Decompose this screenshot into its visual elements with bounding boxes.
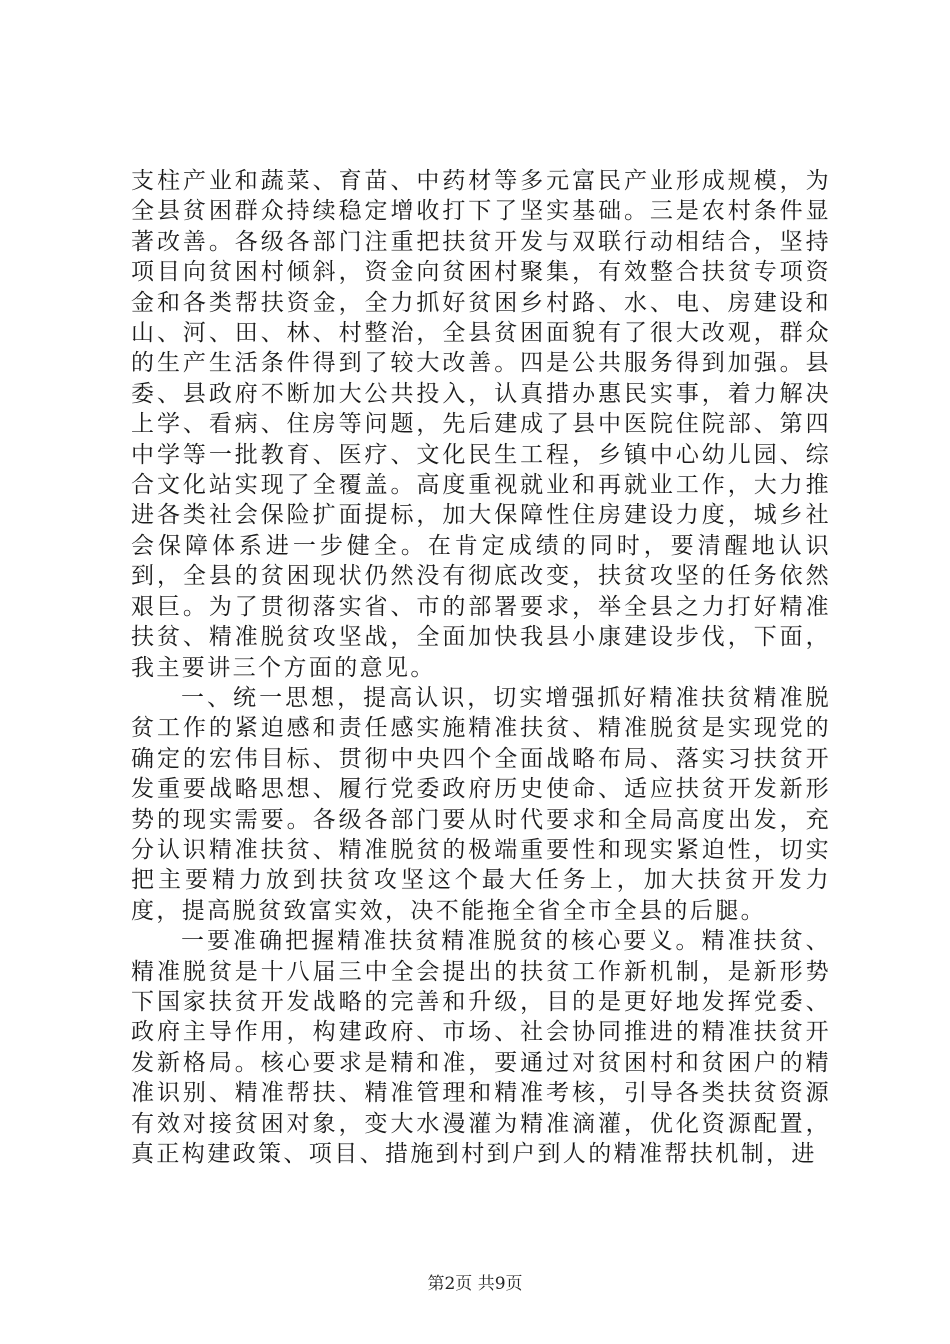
paragraph-section-one: 一、统一思想，提高认识，切实增强抓好精准扶贫精准脱贫工作的紧迫感和责任感实施精准扶贫、精准脱贫是实现党的确定的宏伟目标、贯彻中央四个全面战略布局、落实习扶贫开发重要战略思想、履行党委政府历史使命、适应扶贫开发新形势的现实需要。各级各部门要从时代要求和全局高度出发，充分认识精准扶贫、精准脱贫的极端重要性和现实紧迫性，切实把主要精力放到扶贫攻坚这个最大任务上，加大扶贫开发力度，提高脱贫致富实效，决不能拖全省全市全县的后腿。 [131,684,831,924]
page-number-footer: 第2页 共9页 [427,1274,523,1294]
paragraph-core-requirements: 一要准确把握精准扶贫精准脱贫的核心要义。精准扶贫、精准脱贫是十八届三中全会提出的扶贫工作新机制，是新形势下国家扶贫开发战略的完善和升级，目的是更好地发挥党委、政府主导作用，构建政府、市场、社会协同推进的精准扶贫开发新格局。核心要求是精和准，要通过对贫困村和贫困户的精准识别、精准帮扶、精准管理和精准考核，引导各类扶贫资源有效对接贫困对象，变大水漫灌为精准滴灌，优化资源配置，真正构建政策、项目、措施到村到户到人的精准帮扶机制，进 [131,928,831,1167]
document-body [131,166,831,1169]
paragraph-continuation: 支柱产业和蔬菜、育苗、中药材等多元富民产业形成规模，为全县贫困群众持续稳定增收打下了坚实基础。三是农村条件显著改善。各级各部门注重把扶贫开发与双联行动相结合，坚持项目向贫困村倾斜，资金向贫困村聚集，有效整合扶贫专项资金和各类帮扶资金，全力抓好贫困乡村路、水、电、房建设和山、河、田、林、村整治，全县贫困面貌有了很大改观，群众的生产生活条件得到了较大改善。四是公共服务得到加强。县委、县政府不断加大公共投入，认真措办惠民实事，着力解决上学、看病、住房等问题，先后建成了县中医院住院部、第四中学等一批教育、医疗、文化民生工程，乡镇中心幼儿园、综合文化站实现了全覆盖。高度重视就业和再就业工作，大力推进各类社会保险扩面提标，加大保障性住房建设力度，城乡社会保障体系进一步健全。在肯定成绩的同时，要清醒地认识到，全县的贫困现状仍然没有彻底改变，扶贫攻坚的任务依然艰巨。为了贯彻落实省、市的部署要求，举全县之力打好精准扶贫、精准脱贫攻坚战，全面加快我县小康建设步伐，下面，我主要讲三个方面的意见。 [131,168,831,681]
